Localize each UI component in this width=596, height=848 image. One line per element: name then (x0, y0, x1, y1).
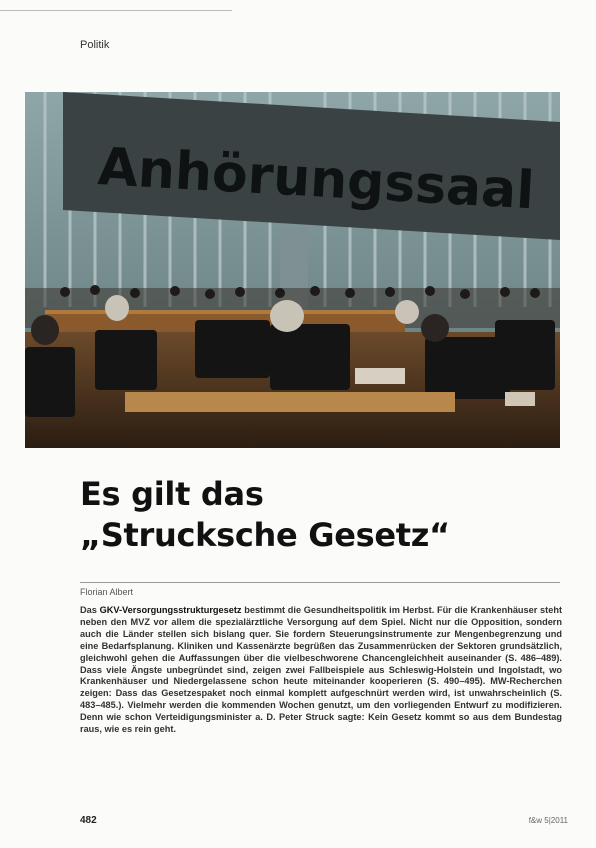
photo-illustration (25, 92, 560, 448)
section-label: Politik (80, 39, 110, 51)
headline-line-2: „Strucksche Gesetz“ (80, 516, 450, 554)
author-name: Florian Albert (80, 587, 134, 597)
top-rule (0, 10, 232, 11)
sign-text: Anhörungssaal (96, 137, 536, 222)
lead-keyword: GKV-Versorgungsstrukturgesetz (99, 605, 242, 615)
lead-paragraph (80, 605, 562, 736)
lead-start: Das (80, 605, 100, 615)
issue-label: f&w 5|2011 (528, 816, 568, 825)
lead-rest: bestimmt die Gesundheitspolitik im Herbst. Für die Krankenhäuser steht neben den MVZ vor allem die spezialärztliche Versorgung auf dem Spiel. Nicht nur die Opposition, sondern auch die Länder stellen sich bislang quer. Sie fordern Steuerungsinstrumente zur Mengenbegrenzung und eine Bedarfsplanung. Kliniken und Kassenärzte begrüßen das Zusammenrücken der Sektoren grundsätzlich, gleichwohl gehen die Auffassungen über die vielbeschworene Chancengleichheit auseinander (S. 486–489). Dass viele Ängste unbegründet sind, zeigen zwei Fallbeispiele aus Schleswig-Holstein und Ingolstadt, wo Krankenhäuser und Niedergelassene schon heute miteinander kooperieren (S. 490–495). MW-Recherchen zeigen: Dass das Gesetzespaket noch einmal komplett aufgeschnürt werden wird, ist unwahrscheinlich (S. 483–485.). Vielmehr werden die kommenden Wochen genutzt, um den vorliegenden Entwurf zu modifizieren. Denn wie schon Verteidigungsminister a. D. Peter Struck sagte: Kein Gesetz kommt so aus dem Bundestag raus, wie es rein geht. (80, 605, 562, 735)
hearing-room-photo (25, 92, 560, 448)
headline-line-1: Es gilt das (80, 475, 264, 513)
page-number: 482 (80, 815, 97, 826)
author-rule (80, 582, 560, 583)
headline (80, 474, 550, 556)
